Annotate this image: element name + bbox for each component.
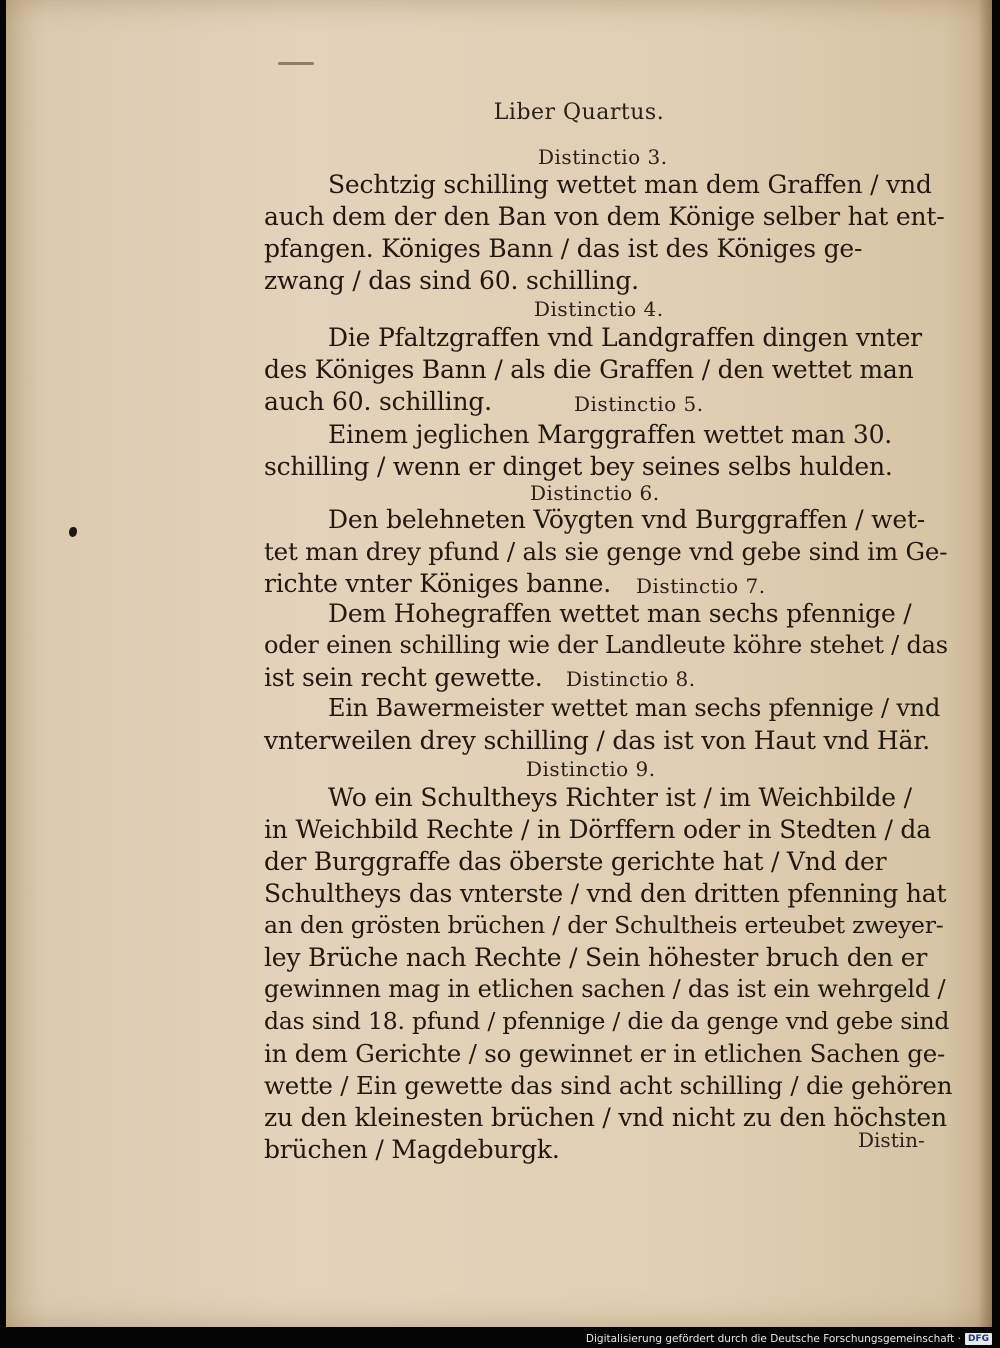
- text-line: vnterweilen drey schilling / das ist von Haut vnd Här.: [264, 726, 930, 755]
- text-line: schilling / wenn er dinget bey seines selbs hulden.: [264, 452, 893, 481]
- text-line: richte vnter Königes banne.: [264, 569, 611, 598]
- text-line: Sechtzig schilling wettet man dem Graffen / vnd: [328, 170, 932, 199]
- text-line: wette / Ein gewette das sind acht schilling / die gehören: [264, 1071, 953, 1100]
- section-heading: Distinctio 3.: [538, 145, 668, 169]
- text-line: zu den kleinesten brüchen / vnd nicht zu den höchsten: [264, 1103, 947, 1132]
- text-line: zwang / das sind 60. schilling.: [264, 266, 639, 295]
- text-line: Den belehneten Vöygten vnd Burggraffen / wet-: [328, 505, 926, 534]
- text-line: in Weichbild Rechte / in Dörffern oder in Stedten / da: [264, 815, 931, 844]
- section-heading: Distinctio 6.: [530, 481, 660, 505]
- text-line: ley Brüche nach Rechte / Sein höhester bruch den er: [264, 943, 928, 972]
- text-line: Ein Bawermeister wettet man sechs pfennige / vnd: [328, 694, 941, 722]
- text-line: Die Pfaltzgraffen vnd Landgraffen dingen vnter: [328, 323, 922, 352]
- text-line: Einem jeglichen Marggraffen wettet man 30.: [328, 420, 893, 449]
- text-line: oder einen schilling wie der Landleute köhre stehet / das: [264, 631, 948, 659]
- text-line: der Burggraffe das öberste gerichte hat / Vnd der: [264, 847, 887, 876]
- book-page: [6, 0, 992, 1327]
- text-line: auch 60. schilling.: [264, 387, 492, 416]
- funding-credit: Digitalisierung gefördert durch die Deutsche Forschungsgemeinschaft ·: [585, 1333, 961, 1345]
- ink-speck: [69, 527, 77, 537]
- text-line: Schultheys das vnterste / vnd den dritten pfenning hat: [264, 879, 947, 908]
- text-line: tet man drey pfund / als sie genge vnd gebe sind im Ge-: [264, 537, 948, 566]
- section-heading: Distinctio 4.: [534, 297, 664, 321]
- section-heading: Distinctio 9.: [526, 757, 656, 781]
- text-line: das sind 18. pfund / pfennige / die da genge vnd gebe sind: [264, 1007, 950, 1035]
- text-line: an den grösten brüchen / der Schultheis erteubet zweyer-: [264, 911, 944, 939]
- text-line: pfangen. Königes Bann / das ist des Königes ge-: [264, 234, 863, 263]
- text-line: gewinnen mag in etlichen sachen / das ist ein wehrgeld /: [264, 975, 946, 1003]
- text-line: Wo ein Schultheys Richter ist / im Weichbilde /: [328, 783, 912, 812]
- text-line: des Königes Bann / als die Graffen / den wettet man: [264, 355, 914, 384]
- section-heading: Distinctio 5.: [574, 392, 704, 416]
- text-line: auch dem der den Ban von dem Könige selber hat ent-: [264, 202, 945, 231]
- footer-credit: [586, 1330, 992, 1348]
- catchword: Distin-: [858, 1128, 925, 1152]
- text-line: Dem Hohegraffen wettet man sechs pfennige /: [328, 599, 912, 628]
- text-line: brüchen / Magdeburgk.: [264, 1135, 560, 1164]
- section-heading: Distinctio 7.: [636, 574, 766, 598]
- section-heading: Distinctio 8.: [566, 667, 696, 691]
- text-line: in dem Gerichte / so gewinnet er in etlichen Sachen ge-: [264, 1039, 946, 1068]
- ink-mark: [278, 62, 314, 65]
- dfg-logo-icon: DFG: [965, 1333, 992, 1345]
- text-line: ist sein recht gewette.: [264, 663, 543, 692]
- running-head: Liber Quartus.: [493, 100, 665, 125]
